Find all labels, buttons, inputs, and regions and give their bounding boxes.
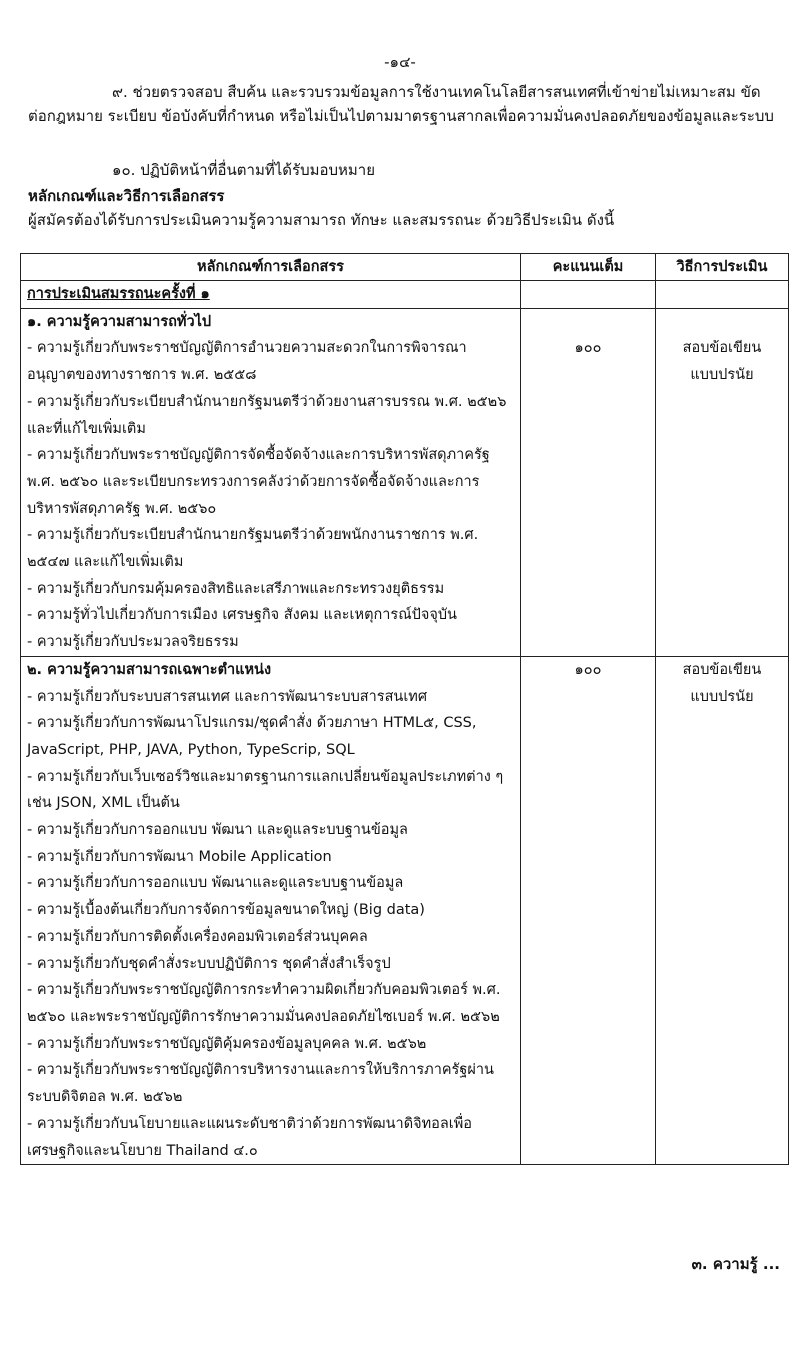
- list-item: - ความรู้เกี่ยวกับพระราชบัญญัติการจัดซื้อจัดจ้างและการบริหารพัสดุภาครัฐ พ.ศ. ๒๕๖๐ และระเบียบกระทรวงการคลังว่าด้วยการจัดซื้อจัดจ้างและการบริหารพัสดุภาครัฐ พ.ศ. ๒๕๖๐: [27, 447, 490, 517]
- table-row-section1: [21, 308, 789, 656]
- section1-title: ๑. ความรู้ความสามารถทั่วไป: [27, 313, 212, 330]
- method-cell-empty: [656, 281, 789, 309]
- section1-method-line2: แบบปรนัย: [690, 367, 754, 384]
- list-item: - ความรู้เกี่ยวกับระเบียบสำนักนายกรัฐมนตรีว่าด้วยพนักงานราชการ พ.ศ. ๒๕๔๗ และแก้ไขเพิ่มเติม: [27, 527, 479, 571]
- section2-title: ๒. ความรู้ความสามารถเฉพาะตำแหน่ง: [27, 661, 272, 678]
- section2-method-line2: แบบปรนัย: [690, 688, 754, 705]
- round-title-cell: [21, 281, 521, 309]
- list-item: - ความรู้เกี่ยวกับเว็บเซอร์วิชและมาตรฐานการแลกเปลี่ยนข้อมูลประเภทต่าง ๆ เช่น JSON, XML เป็นต้น: [27, 768, 504, 812]
- list-item: - ความรู้เกี่ยวกับระบบสารสนเทศ และการพัฒนาระบบสารสนเทศ: [27, 688, 428, 705]
- section1-method-cell: [656, 308, 789, 656]
- list-item: - ความรู้เกี่ยวกับการออกแบบ พัฒนาและดูแลระบบฐานข้อมูล: [27, 875, 404, 892]
- section1-method-line1: สอบข้อเขียน: [682, 340, 762, 357]
- section1-score: ๑๐๐: [574, 340, 602, 357]
- list-item: - ความรู้เกี่ยวกับกรมคุ้มครองสิทธิและเสรีภาพและกระทรวงยุติธรรม: [27, 580, 445, 597]
- header-full-score: คะแนนเต็ม: [521, 254, 656, 281]
- list-item: - ความรู้เกี่ยวกับชุดคำสั่งระบบปฏิบัติการ ชุดคำสั่งสำเร็จรูป: [27, 955, 391, 972]
- round-title: การประเมินสมรรถนะครั้งที่ ๑: [27, 286, 210, 302]
- list-item: - ความรู้เกี่ยวกับพระราชบัญญัติการกระทำความผิดเกี่ยวกับคอมพิวเตอร์ พ.ศ. ๒๕๖๐ และพระราชบัญญัติการรักษาความมั่นคงปลอดภัยไซเบอร์ พ.ศ. ๒๕๖๒: [27, 982, 501, 1025]
- score-cell-empty: [521, 281, 656, 309]
- section2-method-cell: [656, 656, 789, 1164]
- table-row-round: [21, 281, 789, 309]
- section1-criteria-cell: [21, 308, 521, 656]
- selection-criteria-heading: หลักเกณฑ์และวิธีการเลือกสรร: [28, 187, 225, 205]
- list-item: - ความรู้เกี่ยวกับนโยบายและแผนระดับชาติว่าด้วยการพัฒนาดิจิทอลเพื่อเศรษฐกิจและนโยบาย Thailand ๔.๐: [27, 1115, 472, 1159]
- page-number: -๑๔-: [384, 53, 416, 71]
- continuation-marker: ๓. ความรู้ ...: [691, 1255, 780, 1273]
- list-item: - ความรู้เกี่ยวกับการติดตั้งเครื่องคอมพิวเตอร์ส่วนบุคคล: [27, 928, 368, 945]
- section2-score: ๑๐๐: [574, 661, 602, 678]
- list-item: - ความรู้เกี่ยวกับการพัฒนา Mobile Application: [27, 848, 332, 865]
- list-item: - ความรู้เกี่ยวกับพระราชบัญญัติการบริหารงานและการให้บริการภาครัฐผ่านระบบดิจิตอล พ.ศ. ๒๕๖๒: [27, 1062, 494, 1106]
- list-item: - ความรู้เกี่ยวกับประมวลจริยธรรม: [27, 634, 239, 651]
- criteria-table: [20, 253, 789, 1165]
- list-item: - ความรู้เกี่ยวกับพระราชบัญญัติการอำนวยความสะดวกในการพิจารณาอนุญาตของทางราชการ พ.ศ. ๒๕๕๘: [27, 340, 467, 384]
- section2-score-cell: [521, 656, 656, 1164]
- duty-item-10: ๑๐. ปฏิบัติหน้าที่อื่นตามที่ได้รับมอบหมาย: [112, 161, 375, 179]
- list-item: - ความรู้เกี่ยวกับระเบียบสำนักนายกรัฐมนตรีว่าด้วยงานสารบรรณ พ.ศ. ๒๕๒๖ และที่แก้ไขเพิ่มเติม: [27, 393, 507, 437]
- header-method: วิธีการประเมิน: [656, 254, 789, 281]
- table-header-row: [21, 254, 789, 281]
- section2-criteria-cell: [21, 656, 521, 1164]
- list-item: - ความรู้เกี่ยวกับพระราชบัญญัติคุ้มครองข้อมูลบุคคล พ.ศ. ๒๕๖๒: [27, 1035, 427, 1052]
- duty-item-9: ๙. ช่วยตรวจสอบ สืบค้น และรวบรวมข้อมูลการใช้งานเทคโนโลยีสารสนเทศที่เข้าข่ายไม่เหมาะสม ขัดต่อกฎหมาย ระเบียบ ข้อบังคับที่กำหนด หรือไม่เป็นไปตามมาตรฐานสากลเพื่อความมั่นคงปลอดภัยของข้อมูลและระบบ: [28, 83, 774, 125]
- list-item: - ความรู้เกี่ยวกับการออกแบบ พัฒนา และดูแลระบบฐานข้อมูล: [27, 822, 408, 839]
- list-item: - ความรู้เบื้องต้นเกี่ยวกับการจัดการข้อมูลขนาดใหญ่ (Big data): [27, 902, 425, 919]
- list-item: - ความรู้ทั่วไปเกี่ยวกับการเมือง เศรษฐกิจ สังคม และเหตุการณ์ปัจจุบัน: [27, 607, 457, 624]
- header-criteria: หลักเกณฑ์การเลือกสรร: [21, 254, 521, 281]
- selection-intro: ผู้สมัครต้องได้รับการประเมินความรู้ความสามารถ ทักษะ และสมรรถนะ ด้วยวิธีประเมิน ดังนี้: [28, 211, 615, 229]
- section1-score-cell: [521, 308, 656, 656]
- table-row-section2: [21, 656, 789, 1164]
- list-item: - ความรู้เกี่ยวกับการพัฒนาโปรแกรม/ชุดคำสั่ง ด้วยภาษา HTML๕, CSS, JavaScript, PHP, JAVA, Python, TypeScrip, SQL: [27, 715, 477, 758]
- section2-method-line1: สอบข้อเขียน: [682, 661, 762, 678]
